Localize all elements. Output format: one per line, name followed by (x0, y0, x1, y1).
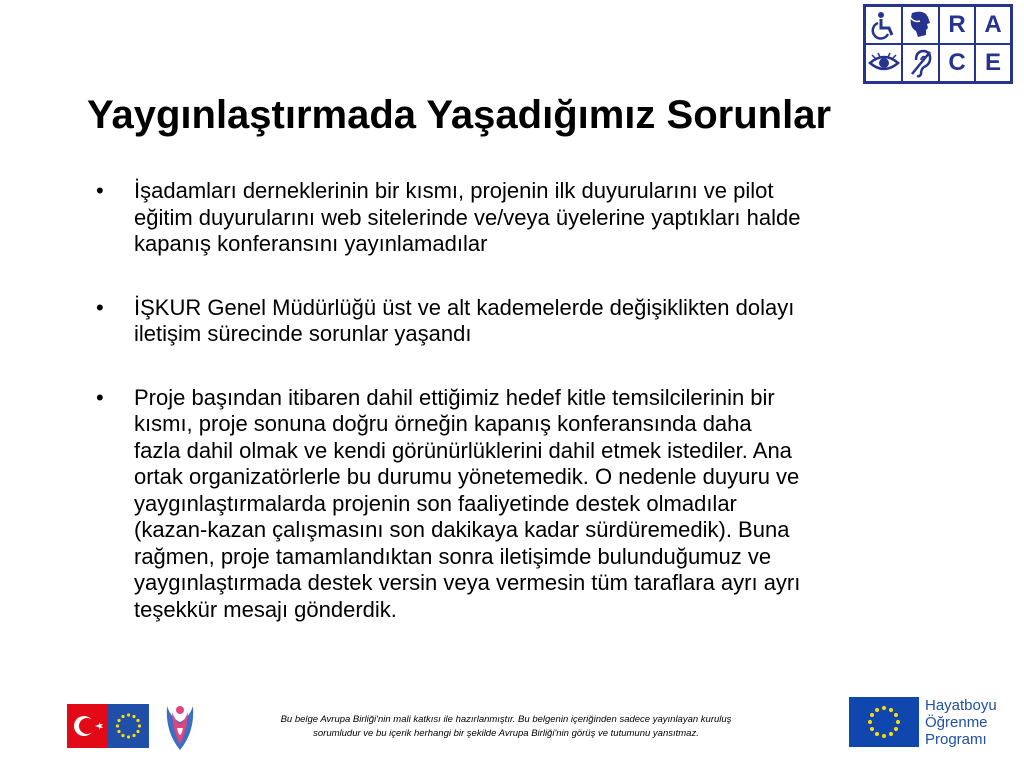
bullet-line: İşadamları derneklerinin bir kısmı, projenin ilk duyurularını ve pilot (134, 178, 774, 203)
race-letter-e: E (975, 44, 1011, 82)
bullet-line: yaygınlaştırmalarda projenin son faaliyetinde destek olmadılar (134, 490, 737, 516)
bullet-line: iletişim sürecinde sorunlar yaşandı (134, 321, 472, 346)
bullet-dot: • (96, 384, 104, 410)
footer-disclaimer-line: sorumludur ve bu içerik herhangi bir şekilde Avrupa Birliği'nin görüş ve tutumunu yansıtmaz. (313, 728, 699, 739)
face-profile-icon (902, 6, 939, 44)
eye-icon (865, 44, 902, 82)
race-letter-r: R (939, 6, 975, 44)
bullet-item (96, 295, 1006, 348)
bullet-line: kısmı, proje sonuna doğru örneğin kapanış konferansında daha (134, 411, 752, 436)
bullet-item (96, 178, 1006, 258)
bullet-list (96, 178, 1006, 660)
eu-flag-icon (849, 697, 919, 747)
bullet-line: İŞKUR Genel Müdürlüğü üst ve alt kademelerde değişiklikten dolayı (134, 294, 795, 320)
bullet-dot: • (96, 178, 104, 203)
bullet-line: rağmen, proje tamamlandıktan sonra iletişimde bulunduğumuz ve (134, 543, 772, 569)
bullet-line: (kazan-kazan çalışmasını son dakikaya kadar sürdüremedik). Buna (134, 517, 790, 542)
bullet-line: teşekkür mesajı gönderdik. (134, 596, 397, 622)
lifelong-learning-logo (849, 697, 1009, 749)
race-letter-c: C (939, 44, 975, 82)
bullet-dot: • (96, 294, 104, 320)
bullet-line: yaygınlaştırmada destek versin veya vermesin tüm taraflara ayrı ayrı (134, 570, 801, 595)
race-logo (863, 4, 1013, 84)
race-letter-a: A (975, 6, 1011, 44)
footer-disclaimer (232, 713, 780, 741)
bullet-item (96, 385, 1006, 624)
ear-icon (902, 44, 939, 82)
bullet-line: eğitim duyurularını web sitelerinde ve/veya üyelerine yaptıkları halde (134, 204, 801, 230)
turkey-flag-icon (67, 704, 108, 748)
programme-name (925, 697, 997, 748)
programme-name-line: Hayatboyu (925, 697, 997, 714)
programme-emblem-icon (163, 702, 197, 754)
programme-name-line: Öğrenme (925, 714, 988, 731)
footer-flags (67, 704, 149, 748)
wheelchair-icon (865, 6, 902, 44)
bullet-line: ortak organizatörlerle bu durumu yönetemedik. O nedenle duyuru ve (134, 464, 800, 489)
bullet-line: Proje başından itibaren dahil ettiğimiz hedef kitle temsilcilerinin bir (134, 384, 775, 410)
programme-name-line: Programı (925, 731, 987, 748)
footer-disclaimer-line: Bu belge Avrupa Birliği'nin mali katkısı ile hazırlanmıştır. Bu belgenin içeriğinden sadece yayınlayan kuruluş (280, 714, 732, 725)
slide-title: Yaygınlaştırmada Yaşadığımız Sorunlar (87, 93, 832, 137)
eu-flag-icon (108, 704, 149, 748)
bullet-line: kapanış konferansını yayınlamadılar (134, 231, 488, 256)
bullet-line: fazla dahil olmak ve kendi görünürlüklerini dahil etmek istediler. Ana (134, 437, 792, 463)
